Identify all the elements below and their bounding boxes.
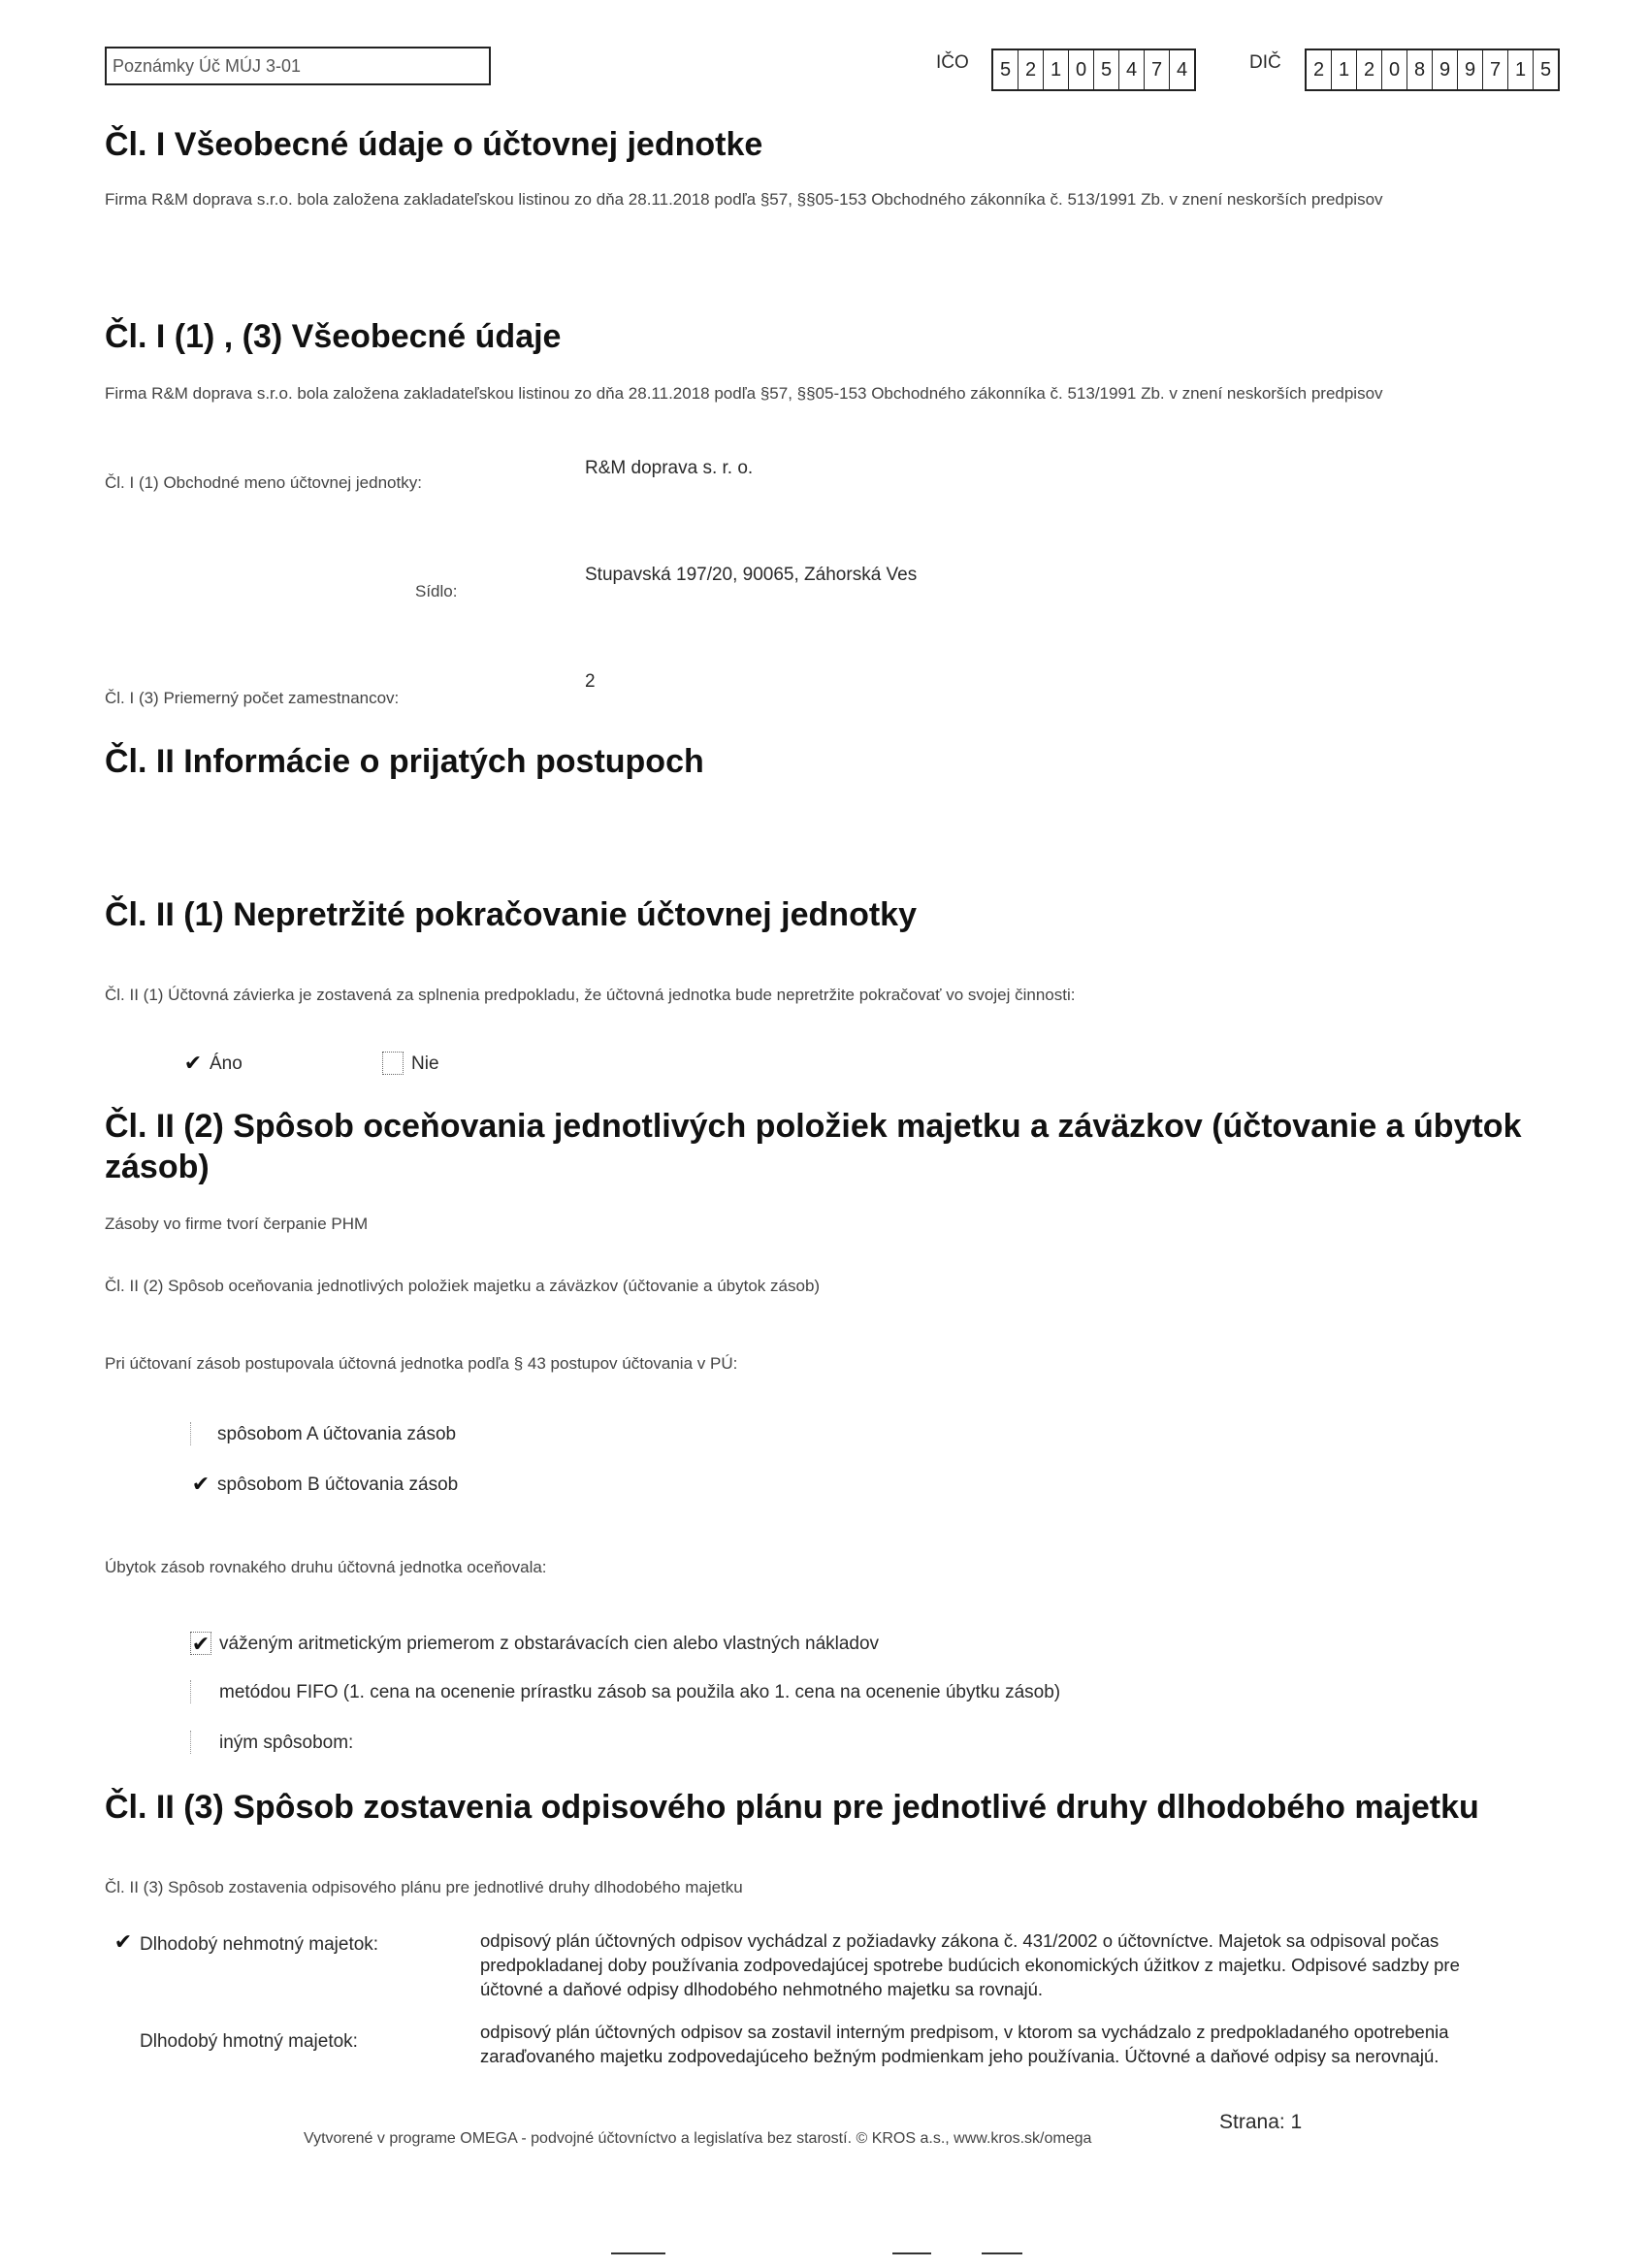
intangible-text: odpisový plán účtovných odpisov vychádzal z požiadavky zákona č. 431/2002 o účtovníctve. Majetok sa odpisoval počas predpokladanej doby používania zodpovedajúcej spotrebe budúcich ekonomických úžitkov z majetku. Odpisové sadzby pre účtovné a daňové odpisy dlhodobého nehmotného majetku sa rovnajú. [480,1930,1460,1999]
founding-text-1: Firma R&M doprava s.r.o. bola založena zakladateľskou listinou zo dňa 28.11.2018 podľa §57, §§05-153 Obchodného zákonníka č. 513/1991 Zb. v znení neskorších predpisov [105,190,1383,209]
form-label-box [105,47,491,85]
dic-digit: 0 [1382,50,1407,89]
weighted-avg-label: váženým aritmetickým priemerom z obstarávacích cien alebo vlastných nákladov [219,1634,880,1654]
intangible-label: Dlhodobý nehmotný majetok: [140,1934,379,1955]
form-label: Poznámky Úč MÚJ 3-01 [113,56,302,76]
no-label: Nie [411,1053,439,1074]
scan-artifact-line [982,2252,1022,2254]
seat-value: Stupavská 197/20, 90065, Záhorská Ves [585,565,918,585]
company-name-label: Čl. I (1) Obchodné meno účtovnej jednotky: [105,473,422,492]
ico-cells [991,49,1196,91]
no-checkbox[interactable] [382,1052,404,1075]
ico-digit: 4 [1176,59,1188,81]
other-method-checkbox[interactable] [190,1731,212,1754]
ico-digit: 1 [1044,50,1069,89]
dic-digit: 1 [1332,50,1357,89]
ico-digit: 2 [1018,50,1044,89]
company-name-value: R&M doprava s. r. o. [585,458,754,478]
decrease-intro: Úbytok zásob rovnakého druhu účtovná jednotka oceňovala: [105,1558,547,1576]
employees-label: Čl. I (3) Priemerný počet zamestnancov: [105,689,400,707]
tangible-label: Dlhodobý hmotný majetok: [140,2031,358,2052]
section-title-policies: Čl. II Informácie o prijatých postupoch [105,743,704,780]
dic-digit: 5 [1539,59,1552,81]
yes-checkbox[interactable]: ✔ [183,1051,203,1075]
fifo-checkbox[interactable] [190,1680,212,1703]
section-title-going-concern: Čl. II (1) Nepretržité pokračovanie účtovnej jednotky [105,896,917,933]
section-title-general-data: Čl. I (1) , (3) Všeobecné údaje [105,318,562,355]
dic-label: DIČ [1249,52,1281,73]
ico-digit: 5 [1094,50,1119,89]
scan-artifact-line [611,2252,665,2254]
fifo-label: metódou FIFO (1. cena na ocenenie prírastku zásob sa použila ako 1. cena na ocenenie úbytku zásob) [219,1682,1061,1702]
other-method-label: iným spôsobom: [219,1733,354,1753]
dic-digit: 8 [1407,50,1433,89]
scan-artifact-line [892,2252,931,2254]
going-concern-text: Čl. II (1) Účtovná závierka je zostavená za splnenia predpokladu, že účtovná jednotka bude nepretržite pokračovať vo svojej činnosti: [105,986,1076,1004]
ico-digit: 0 [1069,50,1094,89]
method-b-checkbox[interactable]: ✔ [191,1472,210,1496]
weighted-avg-checkbox[interactable]: ✔ [191,1632,210,1656]
dic-cells [1305,49,1560,91]
section-title-valuation-cont: zásob) [105,1149,210,1185]
page-number: Strana: 1 [1219,2111,1303,2133]
methods-intro: Pri účtovaní zásob postupovala účtovná jednotka podľa § 43 postupov účtovania v PÚ: [105,1354,738,1373]
depreciation-subtitle: Čl. II (3) Spôsob zostavenia odpisového plánu pre jednotlivé druhy dlhodobého majetku [105,1878,743,1896]
inventory-note: Zásoby vo firme tvorí čerpanie PHM [105,1215,369,1233]
yes-label: Áno [210,1053,242,1074]
employees-value: 2 [585,671,596,692]
section-title-valuation: Čl. II (2) Spôsob oceňovania jednotlivých položiek majetku a záväzkov (účtovanie a úbytok [105,1108,1522,1145]
method-a-label: spôsobom A účtovania zásob [217,1424,457,1444]
ico-digit: 4 [1119,50,1145,89]
section-title-depreciation: Čl. II (3) Spôsob zostavenia odpisového plánu pre jednotlivé druhy dlhodobého majetku [105,1789,1479,1826]
dic-digit: 9 [1458,50,1483,89]
dic-digit: 9 [1433,50,1458,89]
dic-digit: 7 [1483,50,1508,89]
ico-digit: 7 [1145,50,1170,89]
tangible-text: odpisový plán účtovných odpisov sa zostavil interným predpisom, v ktorom sa vychádzalo z predpokladaného opotrebenia zaraďovaného majetku zodpovedajúceho bežným podmienkam jeho používania. Účtovné a daňové odpisy sa nerovnajú. [480,2022,1449,2066]
section-title-general: Čl. I Všeobecné údaje o účtovnej jednotke [105,126,763,163]
method-a-checkbox[interactable] [190,1422,212,1445]
seat-label: Sídlo: [415,582,458,600]
dic-digit: 2 [1357,50,1382,89]
founding-text-2: Firma R&M doprava s.r.o. bola založena zakladateľskou listinou zo dňa 28.11.2018 podľa §57, §§05-153 Obchodného zákonníka č. 513/1991 Zb. v znení neskorších predpisov [105,384,1383,403]
ico-label: IČO [936,52,969,73]
dic-digit: 1 [1508,50,1534,89]
ico-digit: 5 [993,50,1018,89]
method-b-label: spôsobom B účtovania zásob [217,1474,459,1495]
valuation-subtitle: Čl. II (2) Spôsob oceňovania jednotlivých položiek majetku a záväzkov (účtovanie a úbytok zásob) [105,1277,821,1295]
footer-created: Vytvorené v programe OMEGA - podvojné účtovníctvo a legislatíva bez starostí. © KROS a.s., www.kros.sk/omega [304,2130,1092,2147]
dic-digit: 2 [1307,50,1332,89]
intangible-check-icon: ✔ [113,1929,133,1954]
